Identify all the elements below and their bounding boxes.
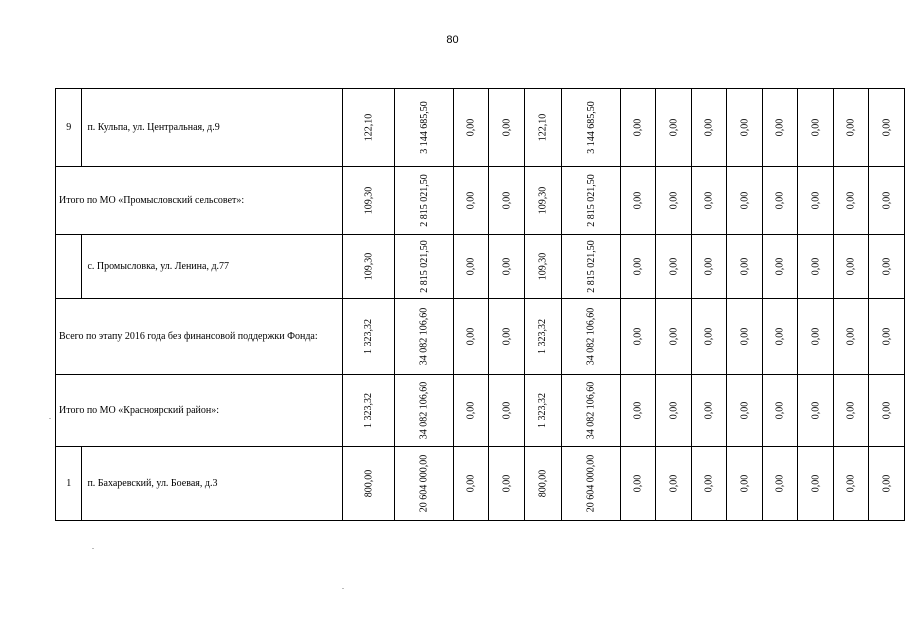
value-cell [833, 235, 869, 299]
value-text: 1 323,32 [363, 319, 375, 354]
value-text: 0,00 [703, 401, 715, 420]
value-text: 0,00 [632, 401, 644, 420]
value-cell [727, 167, 763, 235]
value-cell [562, 89, 621, 167]
value-text: 0,00 [810, 401, 822, 420]
value-cell [833, 447, 869, 521]
value-text: 34 082 106,60 [585, 381, 597, 440]
value-cell [453, 235, 489, 299]
value-cell [620, 447, 656, 521]
value-cell [727, 447, 763, 521]
value-text: 0,00 [881, 118, 893, 137]
value-cell [727, 89, 763, 167]
value-cell [395, 375, 454, 447]
value-cell [620, 235, 656, 299]
value-text: 0,00 [465, 257, 477, 276]
value-cell [489, 447, 525, 521]
value-cell [343, 447, 395, 521]
row-index-cell [56, 447, 82, 521]
value-text: 0,00 [465, 401, 477, 420]
value-cell [620, 375, 656, 447]
value-text: 0,00 [845, 327, 857, 346]
value-cell [620, 299, 656, 375]
value-cell [762, 299, 798, 375]
address-label: с. Промысловка, ул. Ленина, д.77 [87, 261, 230, 272]
subtotal-row [56, 299, 905, 375]
value-text: 0,00 [703, 257, 715, 276]
value-text: 1 323,32 [363, 393, 375, 428]
value-cell [762, 447, 798, 521]
value-text: 0,00 [810, 474, 822, 493]
value-text: 2 815 021,50 [418, 240, 430, 293]
value-text: 0,00 [632, 257, 644, 276]
value-cell [343, 89, 395, 167]
value-cell [798, 375, 834, 447]
value-text: 0,00 [703, 327, 715, 346]
value-text: 0,00 [465, 191, 477, 210]
value-cell [524, 375, 562, 447]
value-text: 0,00 [703, 118, 715, 137]
value-text: 0,00 [668, 474, 680, 493]
value-text: 0,00 [739, 474, 751, 493]
value-text: 0,00 [739, 191, 751, 210]
subtotal-label: Итого по МО «Промысловский сельсовет»: [59, 195, 245, 206]
address-label: п. Кульпа, ул. Центральная, д.9 [87, 122, 220, 133]
value-text: 20 604 000,00 [418, 454, 430, 513]
value-text: 2 815 021,50 [585, 174, 597, 227]
housing-program-table [55, 88, 905, 521]
value-cell [453, 89, 489, 167]
value-cell [620, 89, 656, 167]
value-cell [562, 447, 621, 521]
subtotal-label-cell [56, 375, 343, 447]
value-cell [691, 89, 727, 167]
value-cell [656, 375, 692, 447]
value-text: 34 082 106,60 [585, 307, 597, 366]
value-text: 1 323,32 [537, 319, 549, 354]
value-text: 34 082 106,60 [418, 381, 430, 440]
value-text: 0,00 [774, 327, 786, 346]
value-text: 0,00 [845, 191, 857, 210]
value-text: 0,00 [465, 118, 477, 137]
value-text: 0,00 [845, 257, 857, 276]
value-text: 0,00 [500, 257, 512, 276]
value-text: 0,00 [500, 401, 512, 420]
row-index-cell [56, 89, 82, 167]
address-cell [82, 235, 343, 299]
value-text: 0,00 [465, 327, 477, 346]
value-cell [562, 167, 621, 235]
value-text: 0,00 [632, 327, 644, 346]
value-text: 0,00 [881, 327, 893, 346]
value-text: 0,00 [739, 257, 751, 276]
value-cell [524, 167, 562, 235]
table-row [56, 447, 905, 521]
page-number: 80 [446, 34, 459, 46]
value-cell [343, 167, 395, 235]
value-text: 0,00 [810, 191, 822, 210]
value-cell [343, 375, 395, 447]
table-row [56, 89, 905, 167]
value-cell [524, 235, 562, 299]
value-text: 1 323,32 [537, 393, 549, 428]
value-text: 2 815 021,50 [418, 174, 430, 227]
value-cell [869, 89, 905, 167]
value-cell [869, 167, 905, 235]
value-text: 0,00 [881, 474, 893, 493]
value-text: 0,00 [500, 191, 512, 210]
table-row [56, 235, 905, 299]
value-cell [798, 235, 834, 299]
value-text: 0,00 [632, 118, 644, 137]
value-cell [691, 375, 727, 447]
value-text: 0,00 [774, 118, 786, 137]
value-cell [656, 89, 692, 167]
value-cell [453, 299, 489, 375]
subtotal-row [56, 167, 905, 235]
value-cell [395, 447, 454, 521]
value-cell [524, 89, 562, 167]
value-cell [343, 299, 395, 375]
value-text: 0,00 [500, 118, 512, 137]
address-cell [82, 447, 343, 521]
value-cell [656, 235, 692, 299]
value-text: 0,00 [703, 474, 715, 493]
value-text: 0,00 [500, 474, 512, 493]
value-text: 800,00 [537, 469, 549, 498]
value-text: 0,00 [774, 474, 786, 493]
value-cell [869, 447, 905, 521]
value-cell [562, 375, 621, 447]
value-cell [453, 375, 489, 447]
value-cell [489, 375, 525, 447]
subtotal-label-cell [56, 299, 343, 375]
value-text: 0,00 [703, 191, 715, 210]
value-cell [762, 89, 798, 167]
value-text: 0,00 [668, 191, 680, 210]
subtotal-label: Итого по МО «Красноярский район»: [59, 405, 220, 416]
value-cell [727, 235, 763, 299]
subtotal-label: Всего по этапу 2016 года без финансовой поддержки Фонда: [59, 331, 318, 342]
value-cell [691, 299, 727, 375]
value-text: 0,00 [881, 191, 893, 210]
value-cell [395, 167, 454, 235]
value-text: 0,00 [739, 401, 751, 420]
value-text: 3 144 685,50 [418, 101, 430, 154]
subtotal-row [56, 375, 905, 447]
value-text: 109,30 [537, 186, 549, 215]
value-text: 0,00 [668, 118, 680, 137]
value-cell [620, 167, 656, 235]
address-cell [82, 89, 343, 167]
row-index: 1 [66, 478, 72, 489]
value-cell [489, 299, 525, 375]
value-cell [656, 447, 692, 521]
value-text: 800,00 [363, 469, 375, 498]
value-cell [395, 89, 454, 167]
value-text: 122,10 [537, 113, 549, 142]
value-text: 0,00 [668, 401, 680, 420]
value-text: 0,00 [810, 257, 822, 276]
value-cell [524, 447, 562, 521]
value-cell [798, 447, 834, 521]
address-label: п. Бахаревский, ул. Боевая, д.3 [87, 478, 218, 489]
value-cell [656, 299, 692, 375]
value-cell [762, 167, 798, 235]
value-cell [833, 375, 869, 447]
subtotal-label-cell [56, 167, 343, 235]
value-text: 0,00 [739, 327, 751, 346]
value-cell [869, 235, 905, 299]
value-text: 2 815 021,50 [585, 240, 597, 293]
value-cell [562, 299, 621, 375]
value-text: 0,00 [845, 474, 857, 493]
value-text: 0,00 [668, 327, 680, 346]
value-cell [833, 299, 869, 375]
value-text: 3 144 685,50 [585, 101, 597, 154]
value-cell [489, 167, 525, 235]
value-text: 0,00 [810, 327, 822, 346]
value-cell [869, 299, 905, 375]
value-text: 109,30 [537, 252, 549, 281]
value-text: 109,30 [363, 252, 375, 281]
value-cell [524, 299, 562, 375]
value-cell [869, 375, 905, 447]
value-cell [656, 167, 692, 235]
value-text: 0,00 [881, 401, 893, 420]
value-text: 34 082 106,60 [418, 307, 430, 366]
value-cell [691, 167, 727, 235]
row-index-cell [56, 235, 82, 299]
value-text: 0,00 [774, 191, 786, 210]
row-index: 9 [66, 122, 72, 133]
value-text: 0,00 [845, 118, 857, 137]
value-cell [727, 375, 763, 447]
value-text: 122,10 [363, 113, 375, 142]
value-cell [833, 167, 869, 235]
value-text: 0,00 [774, 257, 786, 276]
value-text: 0,00 [881, 257, 893, 276]
value-cell [562, 235, 621, 299]
value-cell [395, 299, 454, 375]
value-cell [489, 89, 525, 167]
value-text: 109,30 [363, 186, 375, 215]
value-cell [489, 235, 525, 299]
value-text: 0,00 [500, 327, 512, 346]
value-text: 20 604 000,00 [585, 454, 597, 513]
value-cell [798, 167, 834, 235]
value-cell [727, 299, 763, 375]
value-text: 0,00 [632, 191, 644, 210]
value-text: 0,00 [632, 474, 644, 493]
value-cell [691, 235, 727, 299]
value-text: 0,00 [739, 118, 751, 137]
value-cell [798, 299, 834, 375]
value-cell [343, 235, 395, 299]
value-cell [762, 375, 798, 447]
value-cell [762, 235, 798, 299]
value-cell [453, 167, 489, 235]
value-text: 0,00 [668, 257, 680, 276]
value-cell [833, 89, 869, 167]
value-cell [395, 235, 454, 299]
value-text: 0,00 [810, 118, 822, 137]
value-text: 0,00 [845, 401, 857, 420]
value-cell [798, 89, 834, 167]
value-cell [453, 447, 489, 521]
value-text: 0,00 [465, 474, 477, 493]
value-cell [691, 447, 727, 521]
value-text: 0,00 [774, 401, 786, 420]
